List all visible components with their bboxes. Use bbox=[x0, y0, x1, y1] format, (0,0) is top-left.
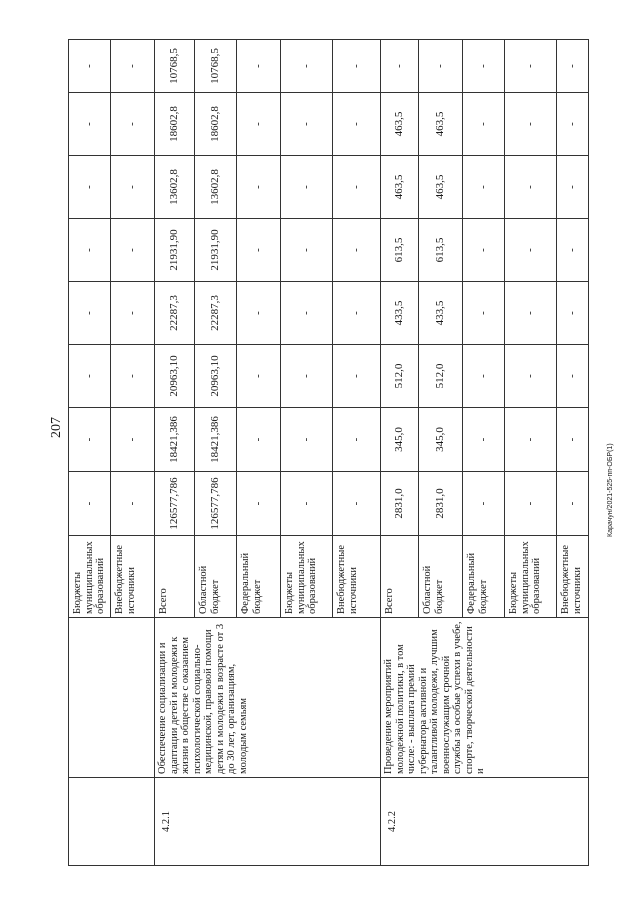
value-cell: - bbox=[111, 40, 155, 93]
value-cell: - bbox=[505, 219, 557, 282]
value-cell: - bbox=[557, 93, 589, 156]
value-cell: - bbox=[237, 40, 281, 93]
item-code: 4.2.2 bbox=[381, 778, 589, 866]
value-cell: - bbox=[505, 472, 557, 536]
value-cell: - bbox=[333, 345, 381, 408]
value-cell: - bbox=[557, 472, 589, 536]
value-cell: 18602,8 bbox=[195, 93, 237, 156]
value-cell: 22287,3 bbox=[195, 282, 237, 345]
value-cell: - bbox=[237, 472, 281, 536]
value-cell: 463,5 bbox=[419, 156, 463, 219]
value-cell: - bbox=[281, 156, 333, 219]
value-cell: 512,0 bbox=[419, 345, 463, 408]
value-cell: 126577,786 bbox=[155, 472, 195, 536]
value-cell: - bbox=[237, 156, 281, 219]
value-cell: 10768,5 bbox=[155, 40, 195, 93]
value-cell: - bbox=[333, 472, 381, 536]
value-cell: - bbox=[69, 219, 111, 282]
value-cell: - bbox=[281, 408, 333, 472]
value-cell: 18421,386 bbox=[155, 408, 195, 472]
budget-table bbox=[68, 39, 589, 866]
document-reference: Карачун/2021-525-пп-ОБР(1) bbox=[607, 443, 614, 537]
value-cell: 2831,0 bbox=[419, 472, 463, 536]
value-cell: - bbox=[111, 408, 155, 472]
value-cell: 463,5 bbox=[381, 93, 419, 156]
value-cell: - bbox=[557, 40, 589, 93]
value-cell: - bbox=[505, 40, 557, 93]
value-cell: 20963,10 bbox=[195, 345, 237, 408]
value-cell: - bbox=[281, 93, 333, 156]
item-name: Обеспечение социализации и адаптации детей и молодежи к жизни в обществе с оказанием психологической социально-медицинской, правовой помощи детям и молодежи в возрасте от 3 до 30 лет, организациям, молодым семьям bbox=[155, 618, 381, 778]
value-cell: 13602,8 bbox=[155, 156, 195, 219]
value-cell: 18421,386 bbox=[195, 408, 237, 472]
value-cell: 20963,10 bbox=[155, 345, 195, 408]
value-cell: - bbox=[463, 472, 505, 536]
item-code: 4.2.1 bbox=[155, 778, 381, 866]
value-cell: - bbox=[557, 156, 589, 219]
value-cell: - bbox=[237, 345, 281, 408]
value-cell: - bbox=[69, 345, 111, 408]
value-cell: - bbox=[505, 156, 557, 219]
value-cell: - bbox=[381, 40, 419, 93]
value-cell: - bbox=[111, 219, 155, 282]
value-cell: - bbox=[333, 156, 381, 219]
value-cell: - bbox=[333, 408, 381, 472]
value-cell: 433,5 bbox=[381, 282, 419, 345]
page-number: 207 bbox=[49, 417, 64, 438]
table-row bbox=[381, 40, 419, 866]
value-cell: 433,5 bbox=[419, 282, 463, 345]
value-cell: - bbox=[463, 156, 505, 219]
value-cell: - bbox=[557, 282, 589, 345]
value-cell: 613,5 bbox=[419, 219, 463, 282]
value-cell: - bbox=[69, 93, 111, 156]
value-cell: - bbox=[111, 345, 155, 408]
value-cell: 18602,8 bbox=[155, 93, 195, 156]
source-cell: Областной бюджет bbox=[419, 536, 463, 618]
source-cell: Всего bbox=[381, 536, 419, 618]
value-cell: - bbox=[69, 408, 111, 472]
source-cell: Бюджеты муниципальных образований bbox=[505, 536, 557, 618]
value-cell: - bbox=[333, 282, 381, 345]
source-cell: Внебюджетные источники bbox=[333, 536, 381, 618]
source-cell: Бюджеты муниципальных образований bbox=[69, 536, 111, 618]
value-cell: 463,5 bbox=[381, 156, 419, 219]
budget-table-container bbox=[68, 40, 588, 866]
value-cell: - bbox=[69, 40, 111, 93]
value-cell: - bbox=[281, 219, 333, 282]
value-cell: - bbox=[505, 282, 557, 345]
source-cell: Всего bbox=[155, 536, 195, 618]
value-cell: 22287,3 bbox=[155, 282, 195, 345]
value-cell: 463,5 bbox=[419, 93, 463, 156]
value-cell: - bbox=[463, 408, 505, 472]
value-cell: - bbox=[557, 345, 589, 408]
value-cell: - bbox=[281, 40, 333, 93]
value-cell: - bbox=[237, 408, 281, 472]
value-cell: 13602,8 bbox=[195, 156, 237, 219]
value-cell: 21931,90 bbox=[155, 219, 195, 282]
item-name: Проведение мероприятий молодежной политики, в том числе: - выплата премий губернатора активной и талантливой молодежи, лучшим военнослужащим срочной службы за особые успехи в учебе, спорте, творческой деятельности и bbox=[381, 618, 589, 778]
name-cell-empty bbox=[69, 618, 155, 778]
value-cell: - bbox=[419, 40, 463, 93]
value-cell: - bbox=[281, 472, 333, 536]
value-cell: - bbox=[111, 156, 155, 219]
value-cell: - bbox=[463, 93, 505, 156]
value-cell: - bbox=[111, 93, 155, 156]
value-cell: 126577,786 bbox=[195, 472, 237, 536]
source-cell: Федеральный бюджет bbox=[237, 536, 281, 618]
value-cell: - bbox=[69, 472, 111, 536]
value-cell: - bbox=[111, 282, 155, 345]
table-row bbox=[69, 40, 111, 866]
value-cell: - bbox=[505, 408, 557, 472]
value-cell: 613,5 bbox=[381, 219, 419, 282]
source-cell: Областной бюджет bbox=[195, 536, 237, 618]
table-row bbox=[155, 40, 195, 866]
value-cell: - bbox=[557, 408, 589, 472]
source-cell: Внебюджетные источники bbox=[557, 536, 589, 618]
value-cell: 345,0 bbox=[381, 408, 419, 472]
value-cell: - bbox=[505, 345, 557, 408]
value-cell: - bbox=[463, 40, 505, 93]
value-cell: - bbox=[557, 219, 589, 282]
value-cell: 10768,5 bbox=[195, 40, 237, 93]
value-cell: - bbox=[237, 219, 281, 282]
value-cell: - bbox=[69, 282, 111, 345]
value-cell: - bbox=[463, 282, 505, 345]
value-cell: - bbox=[505, 93, 557, 156]
code-cell-empty bbox=[69, 778, 155, 866]
value-cell: - bbox=[237, 93, 281, 156]
source-cell: Федеральный бюджет bbox=[463, 536, 505, 618]
source-cell: Бюджеты муниципальных образований bbox=[281, 536, 333, 618]
value-cell: 2831,0 bbox=[381, 472, 419, 536]
value-cell: 512,0 bbox=[381, 345, 419, 408]
value-cell: - bbox=[281, 345, 333, 408]
value-cell: - bbox=[69, 156, 111, 219]
value-cell: - bbox=[333, 219, 381, 282]
value-cell: - bbox=[237, 282, 281, 345]
value-cell: - bbox=[333, 93, 381, 156]
value-cell: 345,0 bbox=[419, 408, 463, 472]
value-cell: - bbox=[333, 40, 381, 93]
source-cell: Внебюджетные источники bbox=[111, 536, 155, 618]
value-cell: - bbox=[463, 345, 505, 408]
value-cell: 21931,90 bbox=[195, 219, 237, 282]
value-cell: - bbox=[281, 282, 333, 345]
value-cell: - bbox=[111, 472, 155, 536]
value-cell: - bbox=[463, 219, 505, 282]
